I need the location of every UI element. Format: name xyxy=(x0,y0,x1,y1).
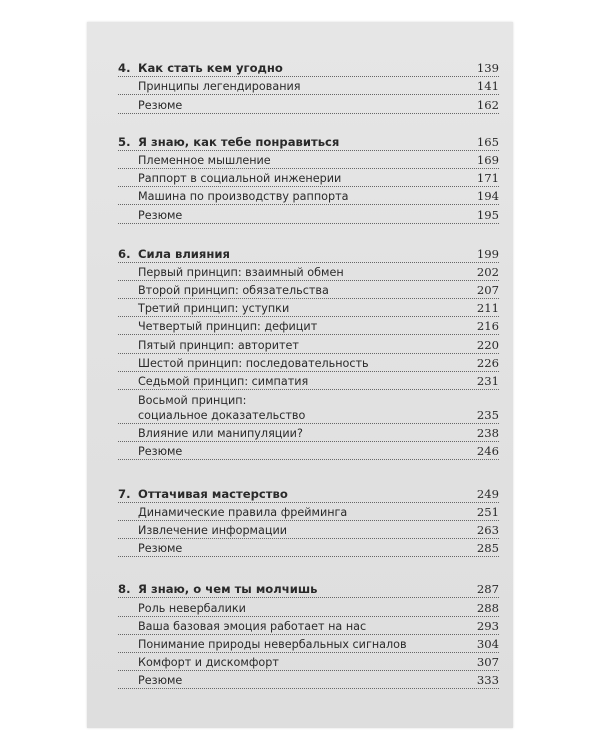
page-number: 141 xyxy=(476,79,499,94)
toc-entry[interactable] xyxy=(118,187,499,205)
entry-title: Комфорт и дискомфорт xyxy=(138,656,279,670)
page-number: 220 xyxy=(476,337,499,352)
page-number: 195 xyxy=(476,207,499,222)
page-number: 169 xyxy=(476,152,499,167)
toc-entry[interactable] xyxy=(118,299,499,317)
toc-entry[interactable] xyxy=(118,77,499,95)
entry-title: Седьмой принцип: симпатия xyxy=(138,375,309,388)
entry-title: Ваша базовая эмоция работает на нас xyxy=(138,619,367,633)
chapter-number: 5. xyxy=(118,134,131,149)
entry-title: Резюме xyxy=(138,98,183,112)
page-number: 139 xyxy=(476,61,499,76)
chapter-4 xyxy=(118,59,499,114)
chapter-title: Я знаю, о чем ты молчишь xyxy=(138,582,318,597)
toc-entry[interactable] xyxy=(118,635,499,653)
entry-title: Четвертый принцип: дефицит xyxy=(138,320,318,334)
chapter-number: 8. xyxy=(118,582,131,597)
chapter-7 xyxy=(118,484,499,557)
toc-entry[interactable] xyxy=(118,281,499,299)
toc-entry[interactable] xyxy=(118,317,499,335)
entry-title: Раппорт в социальной инженерии xyxy=(138,172,342,186)
chapter-heading[interactable] xyxy=(118,59,499,77)
entry-title: Понимание природы невербальных сигналов xyxy=(138,637,407,651)
page-number: 216 xyxy=(476,319,499,334)
toc-entry[interactable] xyxy=(118,503,499,521)
entry-title: Пятый принцип: авторитет xyxy=(138,338,299,352)
toc-entry[interactable] xyxy=(118,263,499,281)
page-number: 207 xyxy=(476,283,499,298)
page-number: 171 xyxy=(476,171,499,186)
chapter-8 xyxy=(118,580,499,689)
page-number: 231 xyxy=(476,374,499,388)
toc-entry[interactable] xyxy=(118,169,499,187)
toc-entry[interactable] xyxy=(118,372,499,390)
page-number: 263 xyxy=(476,522,499,537)
entry-title: Первый принцип: взаимный обмен xyxy=(138,265,344,279)
table-of-contents xyxy=(118,59,499,708)
entry-title: Влияние или манипуляции? xyxy=(138,427,303,441)
chapter-title: Сила влияния xyxy=(138,246,230,261)
chapter-6 xyxy=(118,245,499,461)
chapter-title: Оттачивая мастерство xyxy=(138,486,288,501)
toc-entry[interactable] xyxy=(118,354,499,372)
entry-title: Машина по производству раппорта xyxy=(138,190,349,204)
page-number: 287 xyxy=(476,582,499,597)
entry-title: Динамические правила фрейминга xyxy=(138,505,348,519)
toc-entry[interactable] xyxy=(118,390,499,424)
toc-entry[interactable] xyxy=(118,335,499,353)
page-number: 202 xyxy=(476,264,499,279)
toc-entry[interactable] xyxy=(118,95,499,113)
toc-entry[interactable] xyxy=(118,671,499,689)
entry-title-line2: социальное доказательство xyxy=(138,409,306,422)
toc-entry[interactable] xyxy=(118,151,499,169)
toc-entry[interactable] xyxy=(118,442,499,460)
page-number: 304 xyxy=(476,636,499,651)
chapter-number: 6. xyxy=(118,246,131,261)
page-number: 199 xyxy=(476,246,499,261)
toc-entry[interactable] xyxy=(118,653,499,671)
entry-title: Резюме xyxy=(138,445,183,459)
entry-title: Принципы легендирования xyxy=(138,80,301,94)
page-number: 249 xyxy=(476,486,499,501)
page-number: 211 xyxy=(476,301,499,316)
chapter-heading[interactable] xyxy=(118,245,499,263)
toc-entry[interactable] xyxy=(118,598,499,616)
chapter-heading[interactable] xyxy=(118,484,499,502)
entry-title: Резюме xyxy=(138,208,183,222)
chapter-5 xyxy=(118,133,499,224)
entry-title: Роль невербалики xyxy=(138,601,246,615)
toc-entry[interactable] xyxy=(118,424,499,442)
entry-title-line1: Восьмой принцип: xyxy=(138,394,247,407)
page-number: 285 xyxy=(476,541,499,556)
chapter-number: 4. xyxy=(118,61,131,76)
page-number: 251 xyxy=(476,504,499,519)
book-page xyxy=(87,22,513,728)
page-number: 307 xyxy=(476,655,499,670)
page-number: 194 xyxy=(476,189,499,204)
page-number: 162 xyxy=(476,97,499,112)
page-number: 235 xyxy=(476,408,499,422)
entry-title: Резюме xyxy=(138,674,183,688)
entry-title: Племенное мышление xyxy=(138,153,271,167)
toc-entry[interactable] xyxy=(118,617,499,635)
page-number: 238 xyxy=(476,426,499,441)
toc-entry[interactable] xyxy=(118,205,499,223)
page-number: 226 xyxy=(476,355,499,370)
page-number: 333 xyxy=(476,673,499,688)
page-number: 246 xyxy=(476,444,499,459)
toc-entry[interactable] xyxy=(118,521,499,539)
entry-title: Второй принцип: обязательства xyxy=(138,284,329,298)
page-number: 288 xyxy=(476,600,499,615)
page-number: 165 xyxy=(476,134,499,149)
chapter-number: 7. xyxy=(118,486,131,501)
chapter-title: Я знаю, как тебе понравиться xyxy=(138,134,340,149)
page-number: 293 xyxy=(476,618,499,633)
entry-title: Резюме xyxy=(138,542,183,556)
entry-title xyxy=(138,393,469,423)
chapter-heading[interactable] xyxy=(118,133,499,151)
entry-title: Шестой принцип: последовательность xyxy=(138,356,369,370)
entry-title: Третий принцип: уступки xyxy=(138,302,290,316)
chapter-title: Как стать кем угодно xyxy=(138,61,283,76)
toc-entry[interactable] xyxy=(118,539,499,557)
entry-title: Извлечение информации xyxy=(138,523,288,537)
chapter-heading[interactable] xyxy=(118,580,499,598)
